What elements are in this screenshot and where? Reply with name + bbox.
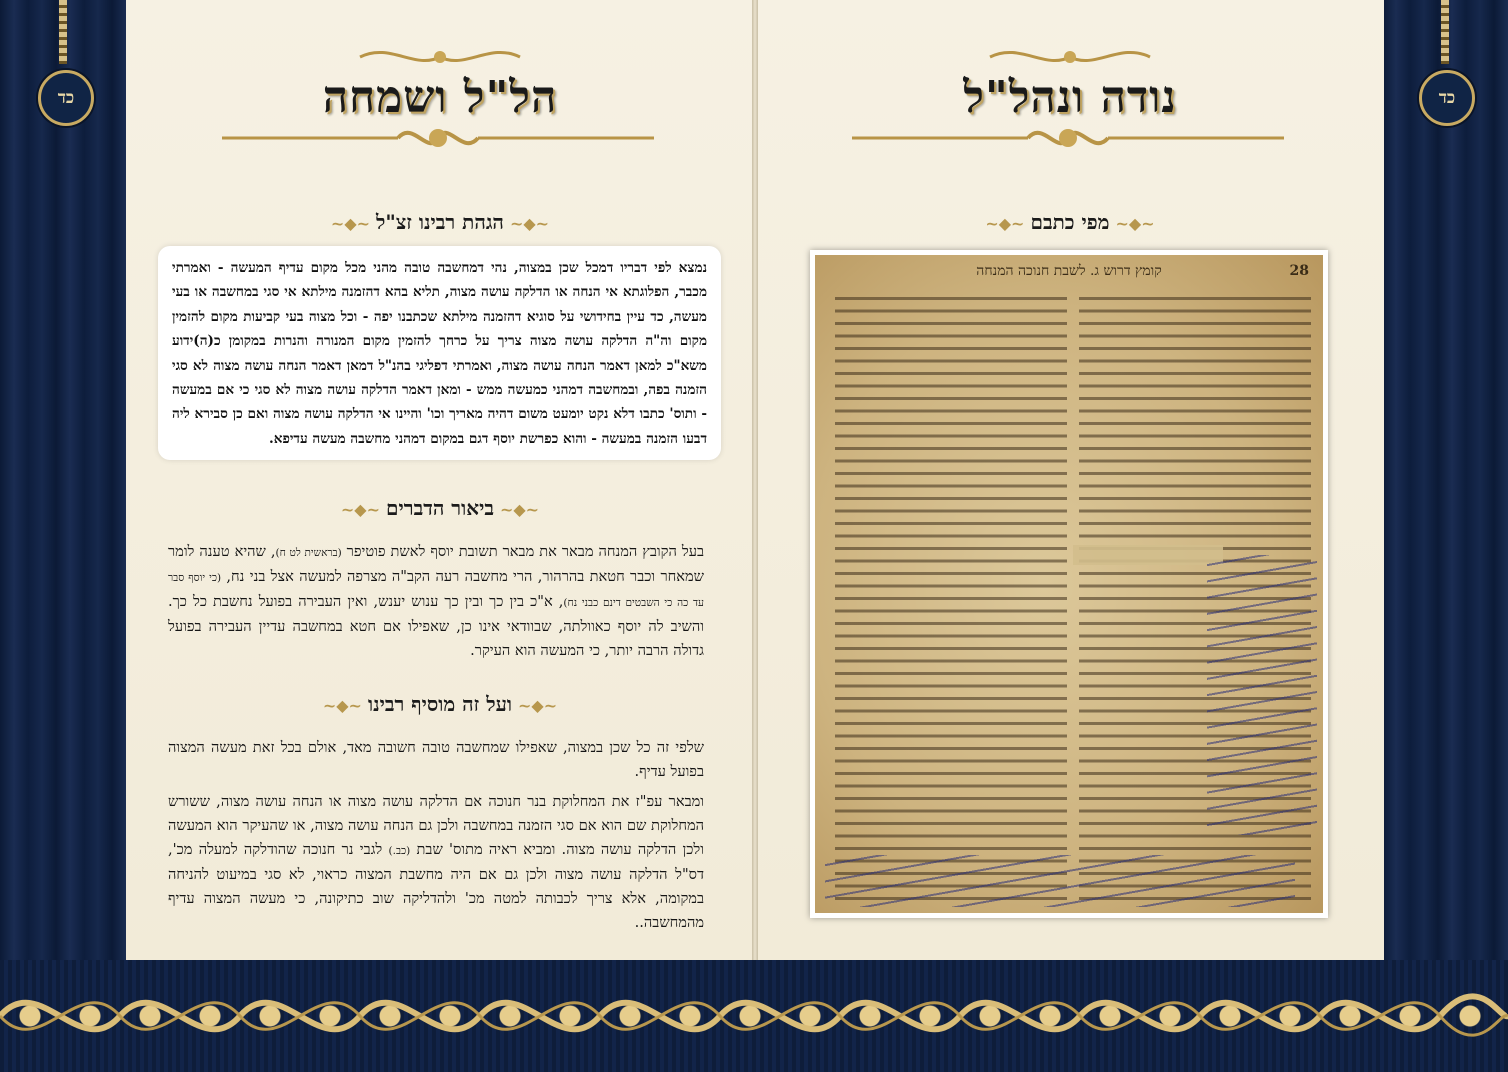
title-top-ornament-left: [355, 44, 525, 70]
left-page-title: הל"ל ושמחה: [322, 72, 558, 123]
left-chain-ornament: [59, 0, 67, 64]
paragraph-biur-ref1: (בראשית לט ח): [275, 547, 342, 559]
right-page-title: נודה ונהל"ל: [963, 72, 1177, 123]
paragraph-machloket-ref: (כב.): [388, 845, 411, 857]
paragraph-biur-part2: , שהיא טענה לומר שמאחר וכבר חטאת בהרהור, הרי מחשבה רעה הקב"ה מצרפה למעשה אצל בני נח,: [168, 543, 704, 585]
section-heading-biur: ~◆~ביאור הדברים~◆~: [340, 496, 540, 520]
paragraph-machloket-part2: לגבי נר חנוכה שהודלקה למעלה מכ', דס"ל הדלקה עושה מצוה ולכן גם אם היה מחשבת המצוה כראוי, לא סגי במיעוט להניחה במקומה, אלא צריך לכבותה למטה מכ' ולהדליקה שוב כתיקונה, כי מעשה המצוה עדיף מהמחשבה..: [168, 841, 704, 931]
quote-card-text: נמצא לפי דבריו דמכל שכן במצוה, נהי דמחשבה טובה מהני מכל מקום עדיף המעשה - ואמרתי מכבר, הפלוגתא אי הנחה או הדלקה עושה מצוה, תליא בהא דהזמנה מילתא אי סגי במחשבה או בעי מעשה, כד עיין בחידושי על סוגיא דהזמנה מילתא שכתבנו יפה - וכל מצוה בעי קביעות מקום להזמין מקום וה"ה הדלקה עושה מצוה צריך על כרחך להזמין מקום המנורה והנרות במקומן כ(ה)ידוע משא"כ למאן דאמר הנחה עושה מצוה, ואמרתי דפליגי בהנ"ל דמאן דאמר הנחה עושה מצוה לא סגי הזמנה בפה, ובמחשבה דמהני כמעשה ממש - ומאן דאמר הדלקה עושה מצוה לא סגי כי אם במעשה - ותוס' כתבו דלא נקט יומעט משום דהיה מאריך וכו' והיינו אי הדלקה עושה מצוה ואם כן סבירא ליה דבעו הזמנה במעשה - והוא כפרשת יוסף דגם במקום דמהני מחשבה מעשה עדיפא.: [172, 260, 707, 447]
bottom-gold-filigree: [0, 960, 1508, 1072]
right-chain-ornament: [1441, 0, 1449, 64]
paragraph-machloket: [168, 790, 704, 935]
paragraph-biur-ref2: (כי יוסף סבר עד כה כי השבטים דינם כבני נח): [168, 572, 704, 609]
paragraph-biur: [168, 540, 704, 663]
section-heading-mipi-ktavam: ~◆~מפי כתבם~◆~: [985, 210, 1155, 234]
manuscript-scan-header: [815, 263, 1323, 280]
bottom-ornamental-band: [0, 960, 1508, 1072]
manuscript-scan-left-column: [835, 291, 1067, 901]
left-curtain: [0, 0, 126, 1072]
title-top-ornament-right: [985, 44, 1155, 70]
paragraph-addition: שלפי זה כל שכן במצוה, שאפילו שמחשבה טובה חשובה מאד, אולם בכל זאת מעשה המצוה בפועל עדיף.: [168, 739, 704, 780]
paragraph-machloket-part1: ומבאר עפ"ז את המחלוקת בנר חנוכה אם הדלקה עושה מצוה או הנחה עושה מצוה, ששורש המחלוקת שם הוא אם סגי הזמנה במחשבה ולכן גם הנחה עושה מצוה, או שהעיקר הוא המעשה ולכן הדלקה עושה מצוה. ומביא ראיה מתוס' שבת: [168, 793, 704, 858]
right-page-marker: כד: [1419, 70, 1475, 126]
section-heading-addition: ~◆~ועל זה מוסיף רבינו~◆~: [322, 692, 558, 716]
title-bottom-ornament-right: [848, 118, 1288, 158]
manuscript-scan: [810, 250, 1328, 918]
manuscript-scan-gap: [1073, 545, 1223, 565]
title-bottom-ornament-left: [218, 118, 658, 158]
section-heading-biur-text: ביאור הדברים: [386, 496, 494, 520]
left-page-marker: כד: [38, 70, 94, 126]
book-spine: [752, 0, 758, 1072]
handwritten-bottom-notes: [825, 855, 1295, 907]
section-heading-addition-text: ועל זה מוסיף רבינו: [367, 692, 513, 716]
manuscript-scan-paper: [815, 255, 1323, 913]
paragraph-biur-part3: , א"כ בין כך ובין כך ענוש יענש, ואין העבירה בפועל נחשבת כל כך. והשיב לה יוסף כאוולתה, שבוודאי אינו כן, שאפילו אם חטא במחשבה עדיין העבירה בפועל גדולה הרבה יותר, כי המעשה הוא העיקר.: [168, 593, 704, 659]
right-curtain: [1382, 0, 1508, 1072]
manuscript-scan-header-text: קומץ דרוש ג. לשבת חנוכה המנחה: [976, 263, 1162, 279]
paragraph-biur-part1: בעל הקובץ המנחה מבאר את מבאר תשובת יוסף לאשת פוטיפר: [341, 543, 704, 560]
quote-card: [158, 246, 721, 460]
handwritten-margin-notes: [1207, 555, 1317, 835]
manuscript-scan-page-number: 28: [1289, 263, 1309, 279]
section-heading-mipi-ktavam-text: מפי כתבם: [1030, 210, 1110, 234]
section-heading-hagahat: ~◆~הגהת רבינו זצ"ל~◆~: [330, 210, 550, 234]
section-heading-hagahat-text: הגהת רבינו זצ"ל: [376, 210, 504, 234]
